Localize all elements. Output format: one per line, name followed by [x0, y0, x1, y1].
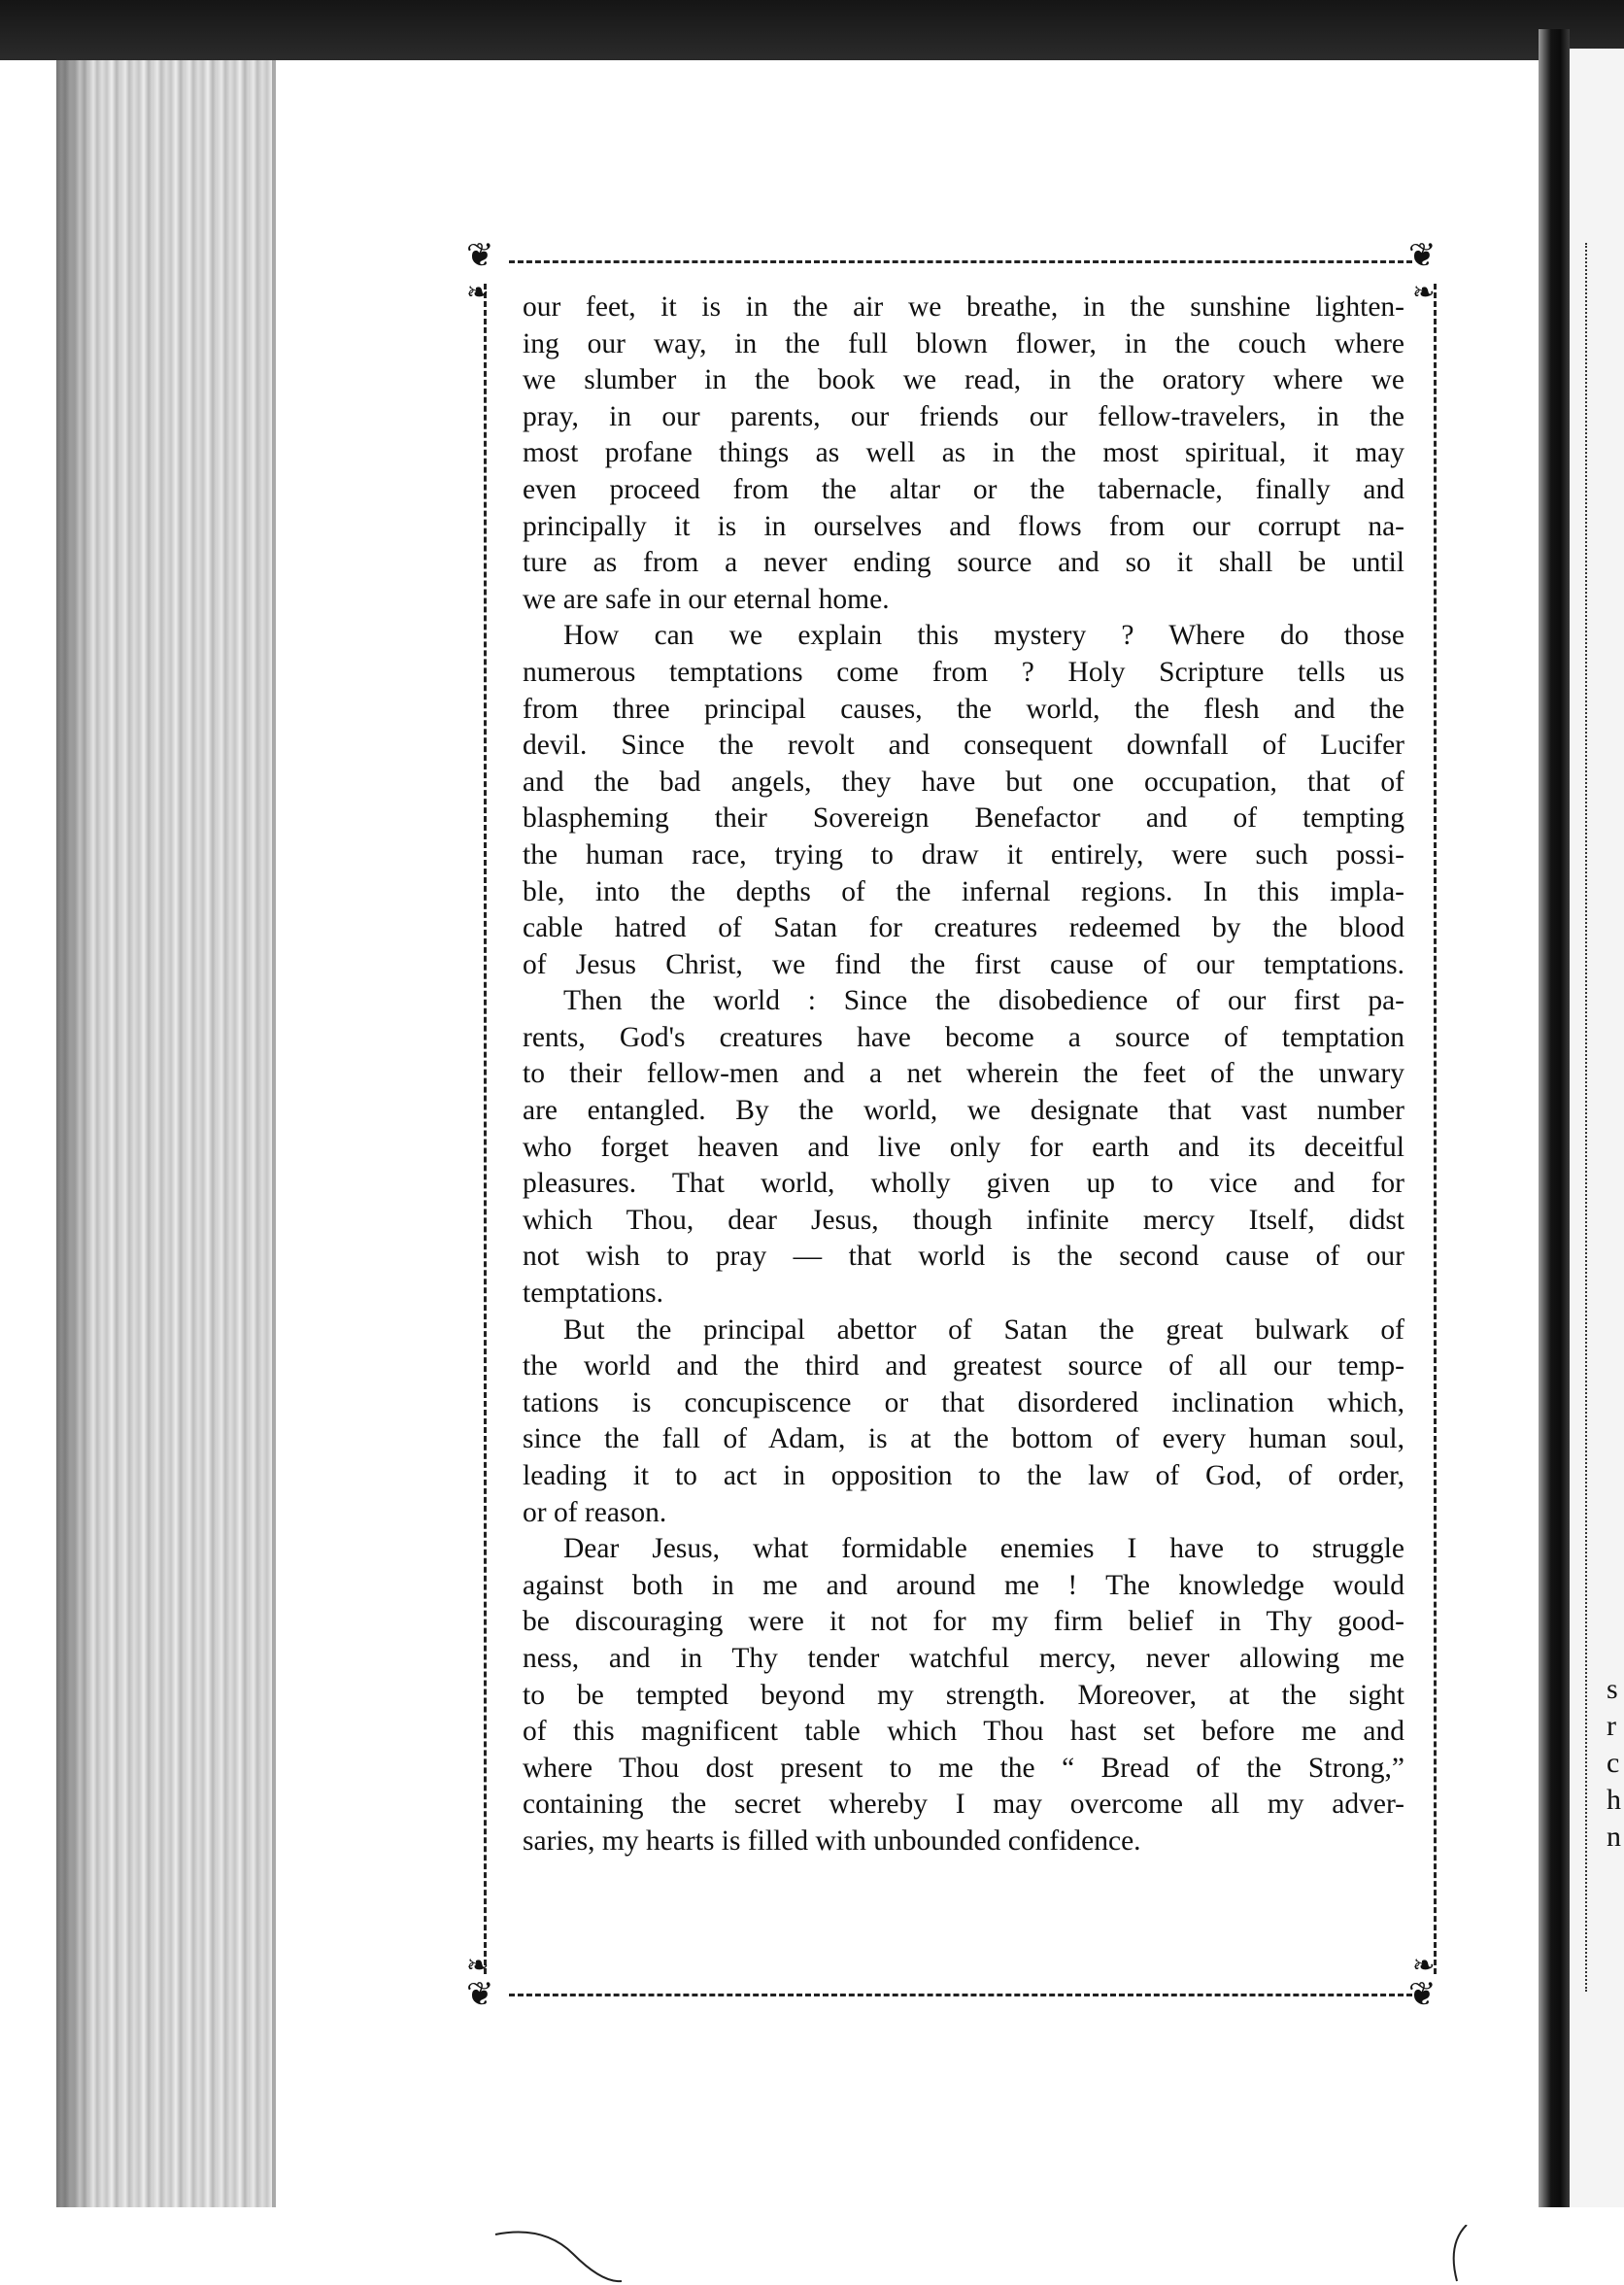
text-line: saries, my hearts is filled with unbounded confidence.: [523, 1825, 1141, 1857]
floral-corner-icon: ❦: [466, 236, 494, 275]
text-line: against both in me and around me ! The knowledge would: [523, 1569, 1404, 1601]
text-line: since the fall of Adam, is at the bottom of every human soul,: [523, 1423, 1404, 1455]
text-line: Then the world : Since the disobedience of our first pa-: [563, 985, 1404, 1017]
frame-left-line: [484, 284, 487, 1974]
text-line: not wish to pray — that world is the second cause of our: [523, 1241, 1404, 1273]
text-line: ness, and in Thy tender watchful mercy, never allowing me: [523, 1642, 1404, 1674]
text-line: which Thou, dear Jesus, though infinite mercy Itself, didst: [523, 1204, 1404, 1236]
paragraph-5: [523, 1531, 1404, 1859]
text-line: to their fellow-men and a net wherein the feet of the unwary: [523, 1058, 1404, 1090]
adjacent-page-edge: [1570, 49, 1624, 2234]
frame-right-line: [1434, 284, 1437, 1974]
left-margin: [0, 0, 56, 2285]
paragraph-2: [523, 618, 1404, 983]
frame-top-line: [509, 260, 1412, 263]
text-line: we are safe in our eternal home.: [523, 583, 890, 615]
text-line: containing the secret whereby I may overcome all my adver-: [523, 1789, 1404, 1821]
text-line: devil. Since the revolt and consequent downfall of Lucifer: [523, 730, 1404, 762]
floral-corner-icon: ❦: [1408, 236, 1437, 275]
text-line: from three principal causes, the world, the flesh and the: [523, 693, 1404, 725]
paragraph-3: [523, 983, 1404, 1312]
text-line: even proceed from the altar or the tabernacle, finally and: [523, 473, 1404, 505]
text-line: temptations.: [523, 1278, 664, 1310]
text-line: where Thou dost present to me the “ Bread of the Strong,”: [523, 1752, 1404, 1784]
adjacent-letter: n: [1607, 1821, 1621, 1853]
text-line: to be tempted beyond my strength. Moreover, at the sight: [523, 1679, 1404, 1711]
text-line: leading it to act in opposition to the law of God, of order,: [523, 1460, 1404, 1491]
paragraph-4: [523, 1313, 1404, 1532]
adjacent-letter: c: [1607, 1747, 1620, 1779]
paragraph-1: [523, 290, 1404, 618]
floral-corner-icon: ❧: [1412, 276, 1436, 308]
floral-corner-icon: ❧: [466, 1949, 490, 1981]
adjacent-letter: h: [1607, 1784, 1621, 1816]
text-line: be discouraging were it not for my firm belief in Thy good-: [523, 1606, 1404, 1638]
text-line: blaspheming their Sovereign Benefactor and of tempting: [523, 802, 1404, 835]
text-line: Dear Jesus, what formidable enemies I have to struggle: [563, 1533, 1404, 1565]
text-line: the human race, trying to draw it entirely, were such possi-: [523, 838, 1404, 870]
text-line: we slumber in the book we read, in the oratory where we: [523, 364, 1404, 396]
text-line: tations is concupiscence or that disordered inclination which,: [523, 1386, 1404, 1418]
text-line: How can we explain this mystery ? Where do those: [563, 620, 1404, 652]
floral-corner-icon: ❧: [466, 276, 490, 308]
text-line: and the bad angels, they have but one occupation, that of: [523, 766, 1404, 798]
adjacent-page-letters: [1607, 1671, 1624, 1856]
text-line: ble, into the depths of the infernal regions. In this impla-: [523, 875, 1404, 907]
scan-edge-curve: [486, 2225, 1554, 2283]
top-shadow-band: [0, 0, 1624, 60]
adjacent-letter: r: [1607, 1710, 1616, 1742]
text-line: the world and the third and greatest source of all our temp-: [523, 1350, 1404, 1382]
text-line: ing our way, in the full blown flower, in the couch where: [523, 327, 1404, 359]
text-line: rents, God's creatures have become a source of temptation: [523, 1021, 1404, 1053]
adjacent-frame-line: [1585, 243, 1589, 1992]
text-line: most profane things as well as in the most spiritual, it may: [523, 437, 1404, 469]
text-line: principally it is in ourselves and flows from our corrupt na-: [523, 510, 1404, 542]
floral-corner-icon: ❦: [466, 1975, 494, 2014]
text-line: our feet, it is in the air we breathe, in the sunshine lighten-: [523, 291, 1404, 323]
frame-bottom-line: [509, 1994, 1412, 1996]
page-stack-shadow: [56, 29, 95, 2210]
text-line: of Jesus Christ, we find the first cause of our temptations.: [523, 948, 1404, 980]
text-line: numerous temptations come from ? Holy Scripture tells us: [523, 656, 1404, 688]
text-line: of this magnificent table which Thou hast set before me and: [523, 1716, 1404, 1748]
book-gutter: [1539, 29, 1570, 2254]
floral-corner-icon: ❧: [1412, 1949, 1436, 1981]
page-body-text: [523, 290, 1404, 1860]
text-line: or of reason.: [523, 1496, 667, 1528]
text-line: who forget heaven and live only for earth and its deceitful: [523, 1131, 1404, 1163]
text-line: But the principal abettor of Satan the great bulwark of: [563, 1313, 1404, 1346]
text-line: pleasures. That world, wholly given up to vice and for: [523, 1168, 1404, 1200]
adjacent-letter: s: [1607, 1673, 1618, 1705]
floral-corner-icon: ❦: [1408, 1975, 1437, 2014]
text-line: cable hatred of Satan for creatures redeemed by the blood: [523, 912, 1404, 944]
text-line: are entangled. By the world, we designate that vast number: [523, 1095, 1404, 1127]
text-line: pray, in our parents, our friends our fellow-travelers, in the: [523, 400, 1404, 432]
text-line: ture as from a never ending source and so it shall be until: [523, 547, 1404, 579]
